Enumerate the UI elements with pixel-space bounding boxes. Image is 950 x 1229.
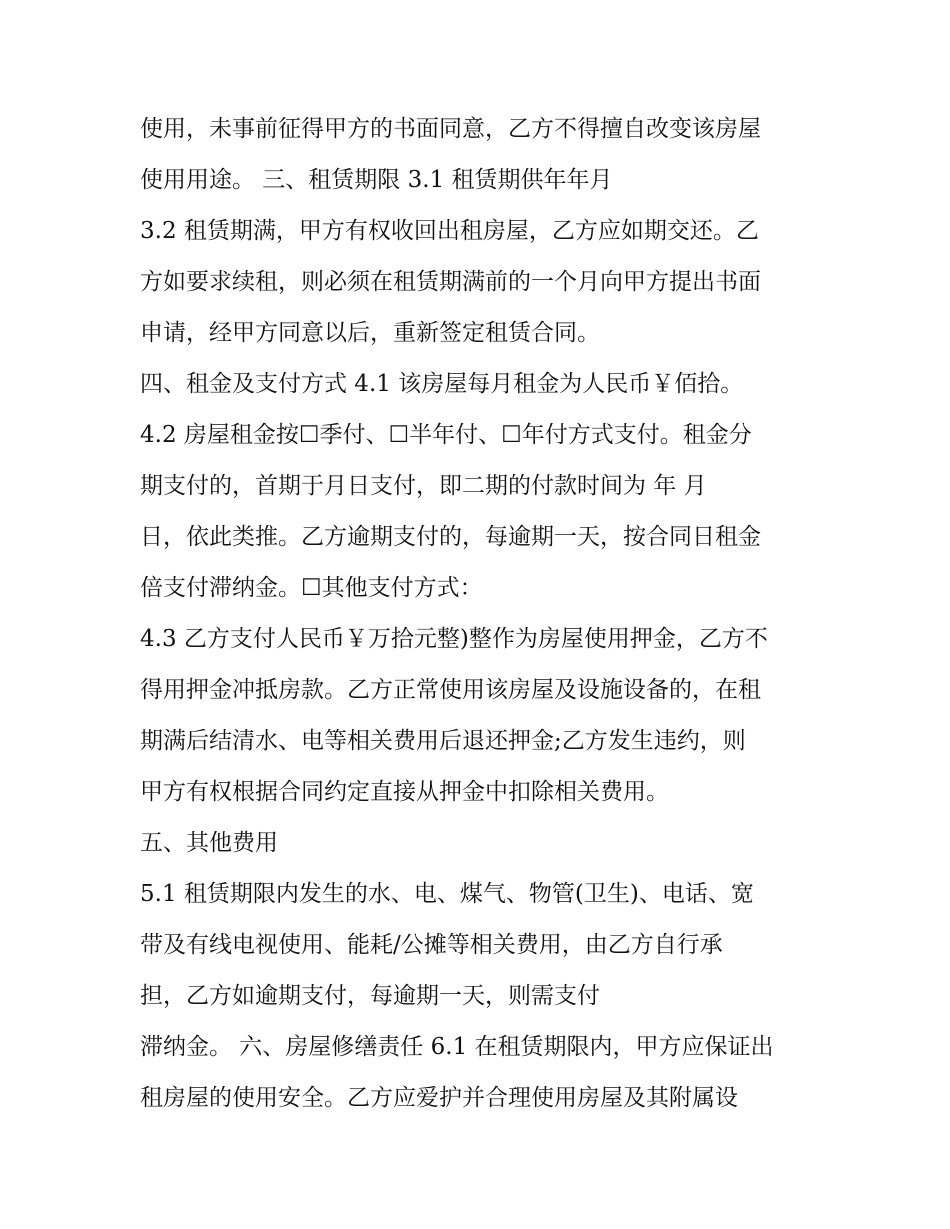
text-line: 租房屋的使用安全。乙方应爱护并合理使用房屋及其附属设	[140, 1085, 738, 1111]
text-line: 甲方有权根据合同约定直接从押金中扣除相关费用。	[140, 779, 669, 805]
text-line: 四、租金及支付方式 4.1 该房屋每月租金为人民币￥佰拾。	[140, 371, 744, 397]
text-line: 期满后结清水、电等相关费用后退还押金;乙方发生违约，则	[140, 728, 746, 754]
text-line: 倍支付滞纳金。☐其他支付方式：	[140, 575, 483, 601]
text-line: 滞纳金。 六、房屋修缮责任 6.1 在租赁期限内，甲方应保证出	[140, 1034, 774, 1060]
text-line: 带及有线电视使用、能耗/公摊等相关费用，由乙方自行承	[140, 932, 723, 958]
text-line: 3.2 租赁期满，甲方有权收回出租房屋，乙方应如期交还。乙	[140, 218, 759, 244]
text-line: 担，乙方如逾期支付，每逾期一天，则需支付	[140, 983, 600, 1009]
section-heading: 五、其他费用	[140, 830, 278, 856]
text-line: 4.3 乙方支付人民币￥万拾元整)整作为房屋使用押金，乙方不	[140, 626, 768, 652]
document-body	[140, 104, 830, 1124]
text-line: 4.2 房屋租金按☐季付、☐半年付、☐年付方式支付。租金分	[140, 422, 752, 448]
text-line: 申请，经甲方同意以后，重新签定租赁合同。	[140, 320, 600, 346]
text-line: 使用用途。 三、租赁期限 3.1 租赁期供年年月	[140, 167, 613, 193]
text-line: 方如要求续租，则必须在租赁期满前的一个月向甲方提出书面	[140, 269, 761, 295]
text-line: 日，依此类推。乙方逾期支付的，每逾期一天，按合同日租金	[140, 524, 761, 550]
text-line: 5.1 租赁期限内发生的水、电、煤气、物管(卫生)、电话、宽	[140, 881, 754, 907]
text-line: 得用押金冲抵房款。乙方正常使用该房屋及设施设备的，在租	[140, 677, 761, 703]
text-line: 期支付的，首期于月日支付，即二期的付款时间为 年 月	[140, 473, 707, 499]
text-line: 使用，未事前征得甲方的书面同意，乙方不得擅自改变该房屋	[140, 116, 761, 142]
